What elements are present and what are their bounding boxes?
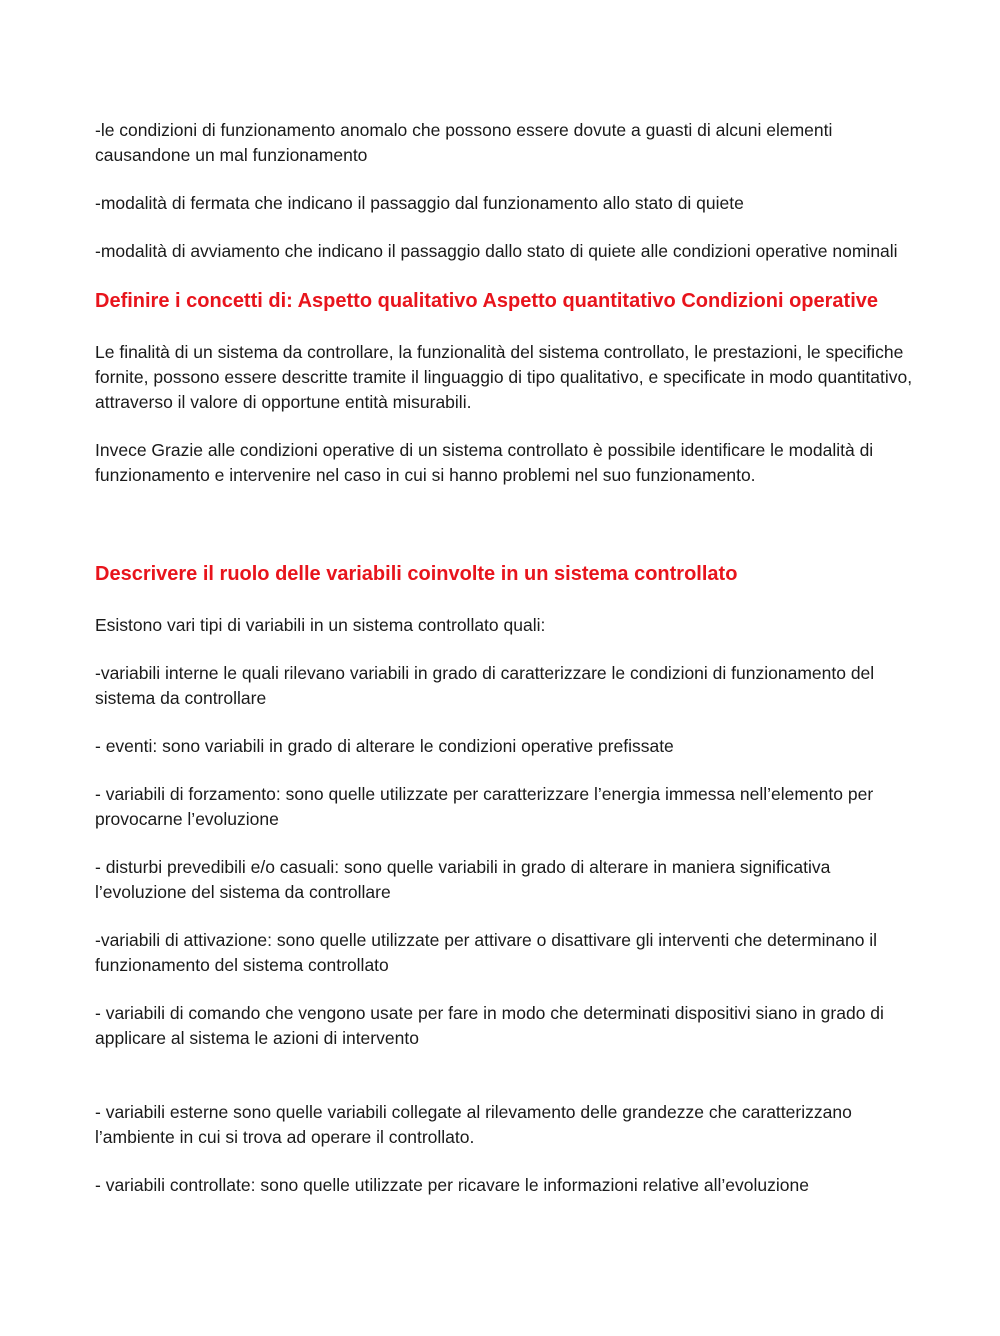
- section2-heading: Descrivere il ruolo delle variabili coinvolte in un sistema controllato: [95, 563, 738, 585]
- intro-item-stop-mode: -modalità di fermata che indicano il passaggio dal funzionamento allo stato di quiete: [95, 193, 744, 213]
- section1-paragraph-purposes: Le finalità di un sistema da controllare, la funzionalità del sistema controllato, le prestazioni, le specifiche fornite, possono essere descritte tramite il linguaggio di tipo qualitativo, e specificate in modo quantitativo, attraverso il valore di opportune entità misurabili.: [95, 342, 913, 412]
- section1-heading: Definire i concetti di: Aspetto qualitativo Aspetto quantitativo Condizioni operative: [95, 290, 879, 312]
- section1-paragraph-conditions: Invece Grazie alle condizioni operative di un sistema controllato è possibile identificare le modalità di funzionamento e intervenire nel caso in cui si hanno problemi nel suo funzionamento.: [95, 440, 874, 485]
- list-item-command-variables: - variabili di comando che vengono usate per fare in modo che determinati dispositivi siano in grado di applicare al sistema le azioni di intervento: [95, 1003, 884, 1048]
- list-item-internal-variables: -variabili interne le quali rilevano variabili in grado di caratterizzare le condizioni di funzionamento del sistema da controllare: [95, 663, 875, 708]
- list-item-external-variables: - variabili esterne sono quelle variabili collegate al rilevamento delle grandezze che caratterizzano l’ambiente in cui si trova ad operare il controllato.: [95, 1102, 852, 1147]
- intro-item-start-mode: -modalità di avviamento che indicano il passaggio dallo stato di quiete alle condizioni operative nominali: [95, 241, 898, 261]
- list-item-disturbances: - disturbi prevedibili e/o casuali: sono quelle variabili in grado di alterare in maniera significativa l’evoluzione del sistema da controllare: [95, 857, 831, 902]
- section2-intro: Esistono vari tipi di variabili in un sistema controllato quali:: [95, 615, 546, 635]
- list-item-activation-variables: -variabili di attivazione: sono quelle utilizzate per attivare o disattivare gli interventi che determinano il funzionamento del sistema controllato: [95, 930, 878, 975]
- document-page: [95, 118, 915, 1198]
- list-item-forcing-variables: - variabili di forzamento: sono quelle utilizzate per caratterizzare l’energia immessa nell’elemento per provocarne l’evoluzione: [95, 784, 874, 829]
- list-item-events: - eventi: sono variabili in grado di alterare le condizioni operative prefissate: [95, 736, 674, 756]
- list-item-controlled-variables: - variabili controllate: sono quelle utilizzate per ricavare le informazioni relative all’evoluzione: [95, 1175, 809, 1195]
- intro-item-anomalous: -le condizioni di funzionamento anomalo che possono essere dovute a guasti di alcuni elementi causandone un mal funzionamento: [95, 120, 833, 165]
